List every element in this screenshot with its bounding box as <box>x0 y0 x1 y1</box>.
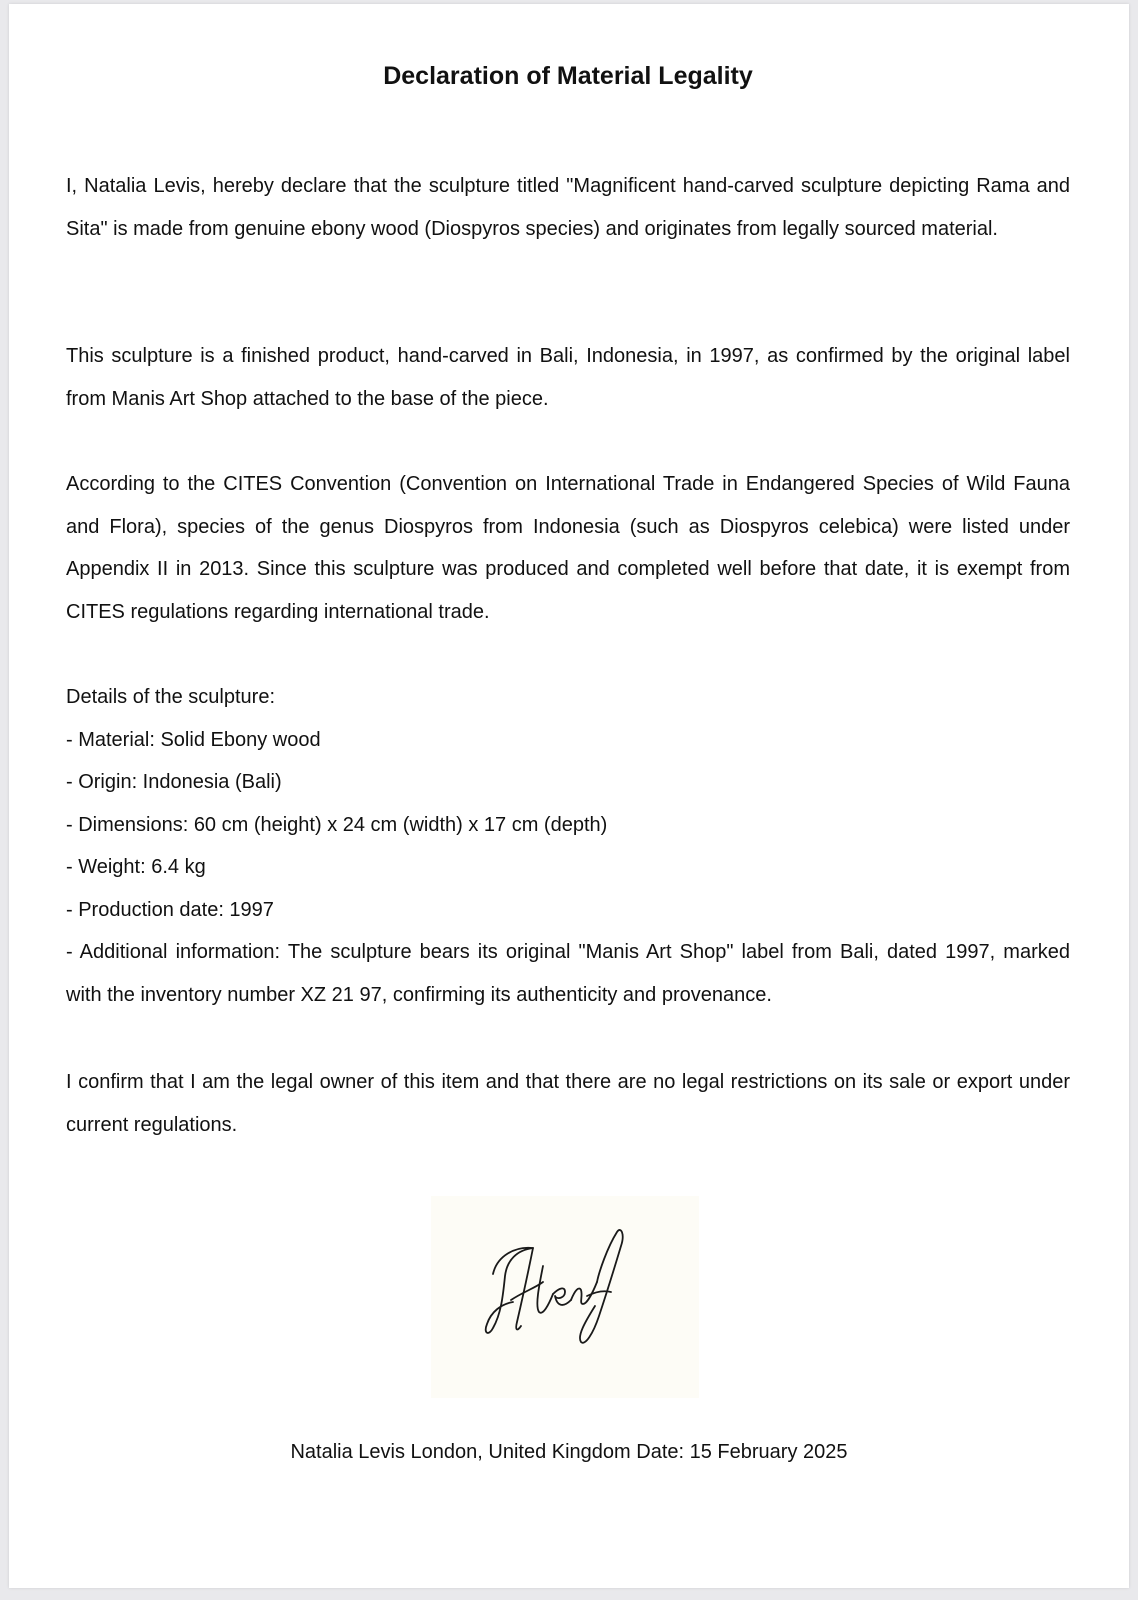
detail-item-production-date: - Production date: 1997 <box>66 898 274 921</box>
declaration-paragraph: I, Natalia Levis, hereby declare that the sculpture titled "Magnificent hand-carved sculpture depicting Rama and Sita" is made from genuine ebony wood (Diospyros species) and originates from legally sourced material. <box>66 175 1070 240</box>
detail-item-weight: - Weight: 6.4 kg <box>66 856 206 878</box>
document-page <box>9 4 1129 1588</box>
cites-paragraph: According to the CITES Convention (Convention on International Trade in Endangered Species of Wild Fauna and Flora), species of the genus Diospyros from Indonesia (such as Diospyros celebica) were listed under Appendix II in 2013. Since this sculpture was produced and completed well before that date, it is exempt from CITES regulations regarding international trade. <box>66 473 1070 623</box>
handwritten-signature <box>431 1196 699 1398</box>
document-title: Declaration of Material Legality <box>383 62 753 90</box>
signature-image <box>431 1196 699 1398</box>
detail-item-additional-information: - Additional information: The sculpture bears its original "Manis Art Shop" label from Bali, dated 1997, marked with the inventory number XZ 21 97, confirming its authenticity and provenance. <box>66 941 1070 1006</box>
detail-item-origin: - Origin: Indonesia (Bali) <box>66 771 282 793</box>
detail-item-dimensions: - Dimensions: 60 cm (height) x 24 cm (width) x 17 cm (depth) <box>66 813 608 836</box>
signature-line: Natalia Levis London, United Kingdom Date: 15 February 2025 <box>290 1441 848 1463</box>
detail-item-material: - Material: Solid Ebony wood <box>66 728 321 751</box>
origin-paragraph: This sculpture is a finished product, hand-carved in Bali, Indonesia, in 1997, as confirmed by the original label from Manis Art Shop attached to the base of the piece. <box>66 345 1070 410</box>
details-section <box>66 676 1070 1016</box>
ownership-confirmation: I confirm that I am the legal owner of this item and that there are no legal restrictions on its sale or export under current regulations. <box>66 1071 1070 1136</box>
details-heading: Details of the sculpture: <box>66 686 275 708</box>
